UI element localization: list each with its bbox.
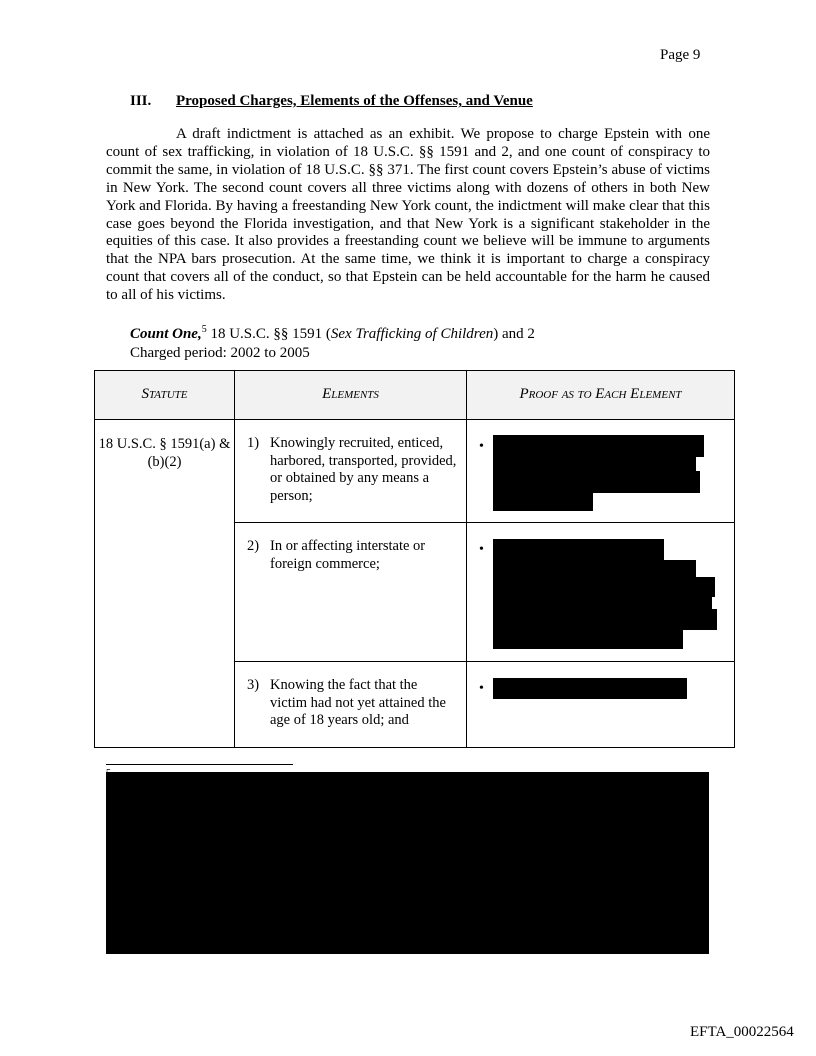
proof-cell — [467, 662, 735, 748]
count-statute-prefix: 18 U.S.C. §§ 1591 ( — [206, 326, 331, 342]
page-number: Page 9 — [660, 47, 701, 63]
footnote-redaction — [106, 772, 709, 954]
header-elements: Elements — [235, 371, 467, 420]
count-heading — [130, 320, 535, 363]
count-label: Count One, — [130, 326, 202, 342]
element-number: 3) — [247, 677, 260, 693]
proof-cell — [467, 420, 735, 523]
footnote-reference: 5 — [201, 324, 207, 335]
redaction-block — [493, 560, 696, 578]
proof-bullet: • — [479, 542, 484, 557]
element-text: Knowingly recruited, enticed, harbored, transported, provided, or obtained by any means a person; — [270, 435, 457, 504]
body-paragraph: A draft indictment is attached as an exhibit. We propose to charge Epstein with one count of sex trafficking, in violation of 18 U.S.C. §§ 1591 and 2, and one count of conspiracy to commit the same, in violation of 18 U.S.C. §§ 371. The first count covers Epstein’s abuse of victims in New York. The second count covers all three victims along with dozens of others in both New York and Florida. By having a freestanding New York count, the indictment will make clear that this case goes beyond the Florida investigation, and that New York is a significant stakeholder in the equities of this case. It also provides a freestanding count we believe will be immune to arguments that the NPA bars prosecution. At the same time, we think it is important to charge a conspiracy count that covers all of the conduct, so that Epstein can be held accountable for the harm he caused to all of his victims. — [106, 126, 710, 304]
count-statute-suffix: ) and 2 — [493, 326, 535, 342]
proof-bullet: • — [479, 439, 484, 454]
header-statute: Statute — [95, 371, 235, 420]
element-cell — [235, 523, 467, 662]
section-heading — [130, 93, 533, 110]
element-number: 2) — [247, 538, 260, 554]
bates-number: EFTA_00022564 — [690, 1024, 794, 1040]
statute-cell: 18 U.S.C. § 1591(a) & (b)(2) — [95, 420, 235, 748]
section-number: III. — [130, 93, 152, 109]
redaction-block — [493, 609, 717, 630]
redaction-block — [493, 577, 715, 597]
element-number: 1) — [247, 435, 260, 451]
proof-bullet: • — [479, 681, 484, 696]
element-cell — [235, 662, 467, 748]
redaction-block — [493, 539, 664, 561]
proof-cell — [467, 523, 735, 662]
redaction-block — [493, 456, 696, 472]
redaction-block — [493, 471, 700, 493]
redaction-block — [493, 492, 593, 511]
table-header-row — [95, 371, 735, 420]
redaction-block — [493, 596, 712, 610]
count-statute-title: Sex Trafficking of Children — [330, 326, 494, 342]
header-proof: Proof as to Each Element — [467, 371, 735, 420]
charged-period: Charged period: 2002 to 2005 — [130, 345, 310, 361]
redaction-block — [493, 678, 687, 699]
element-cell — [235, 420, 467, 523]
section-title: Proposed Charges, Elements of the Offenses, and Venue — [176, 93, 533, 109]
elements-table — [94, 370, 735, 748]
element-text: Knowing the fact that the victim had not yet attained the age of 18 years old; and — [270, 677, 446, 728]
redaction-block — [493, 435, 704, 457]
footnote-separator — [106, 764, 293, 765]
element-text: In or affecting interstate or foreign commerce; — [270, 538, 426, 572]
redaction-block — [493, 629, 683, 649]
table-row — [95, 420, 735, 523]
